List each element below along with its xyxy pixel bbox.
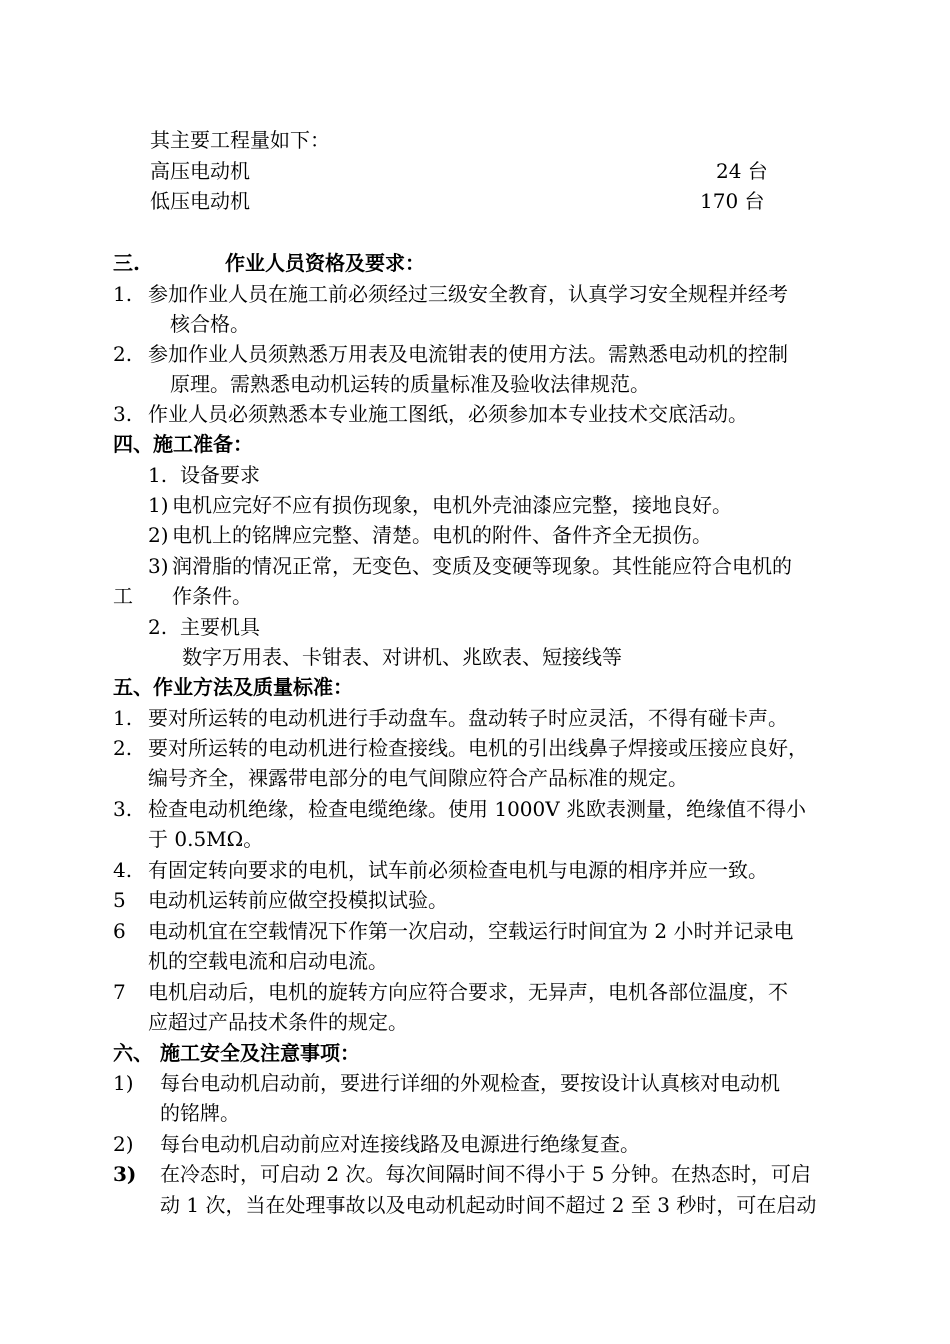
quantity-value: 24 台	[716, 159, 768, 183]
quantity-value: 170 台	[700, 189, 765, 213]
